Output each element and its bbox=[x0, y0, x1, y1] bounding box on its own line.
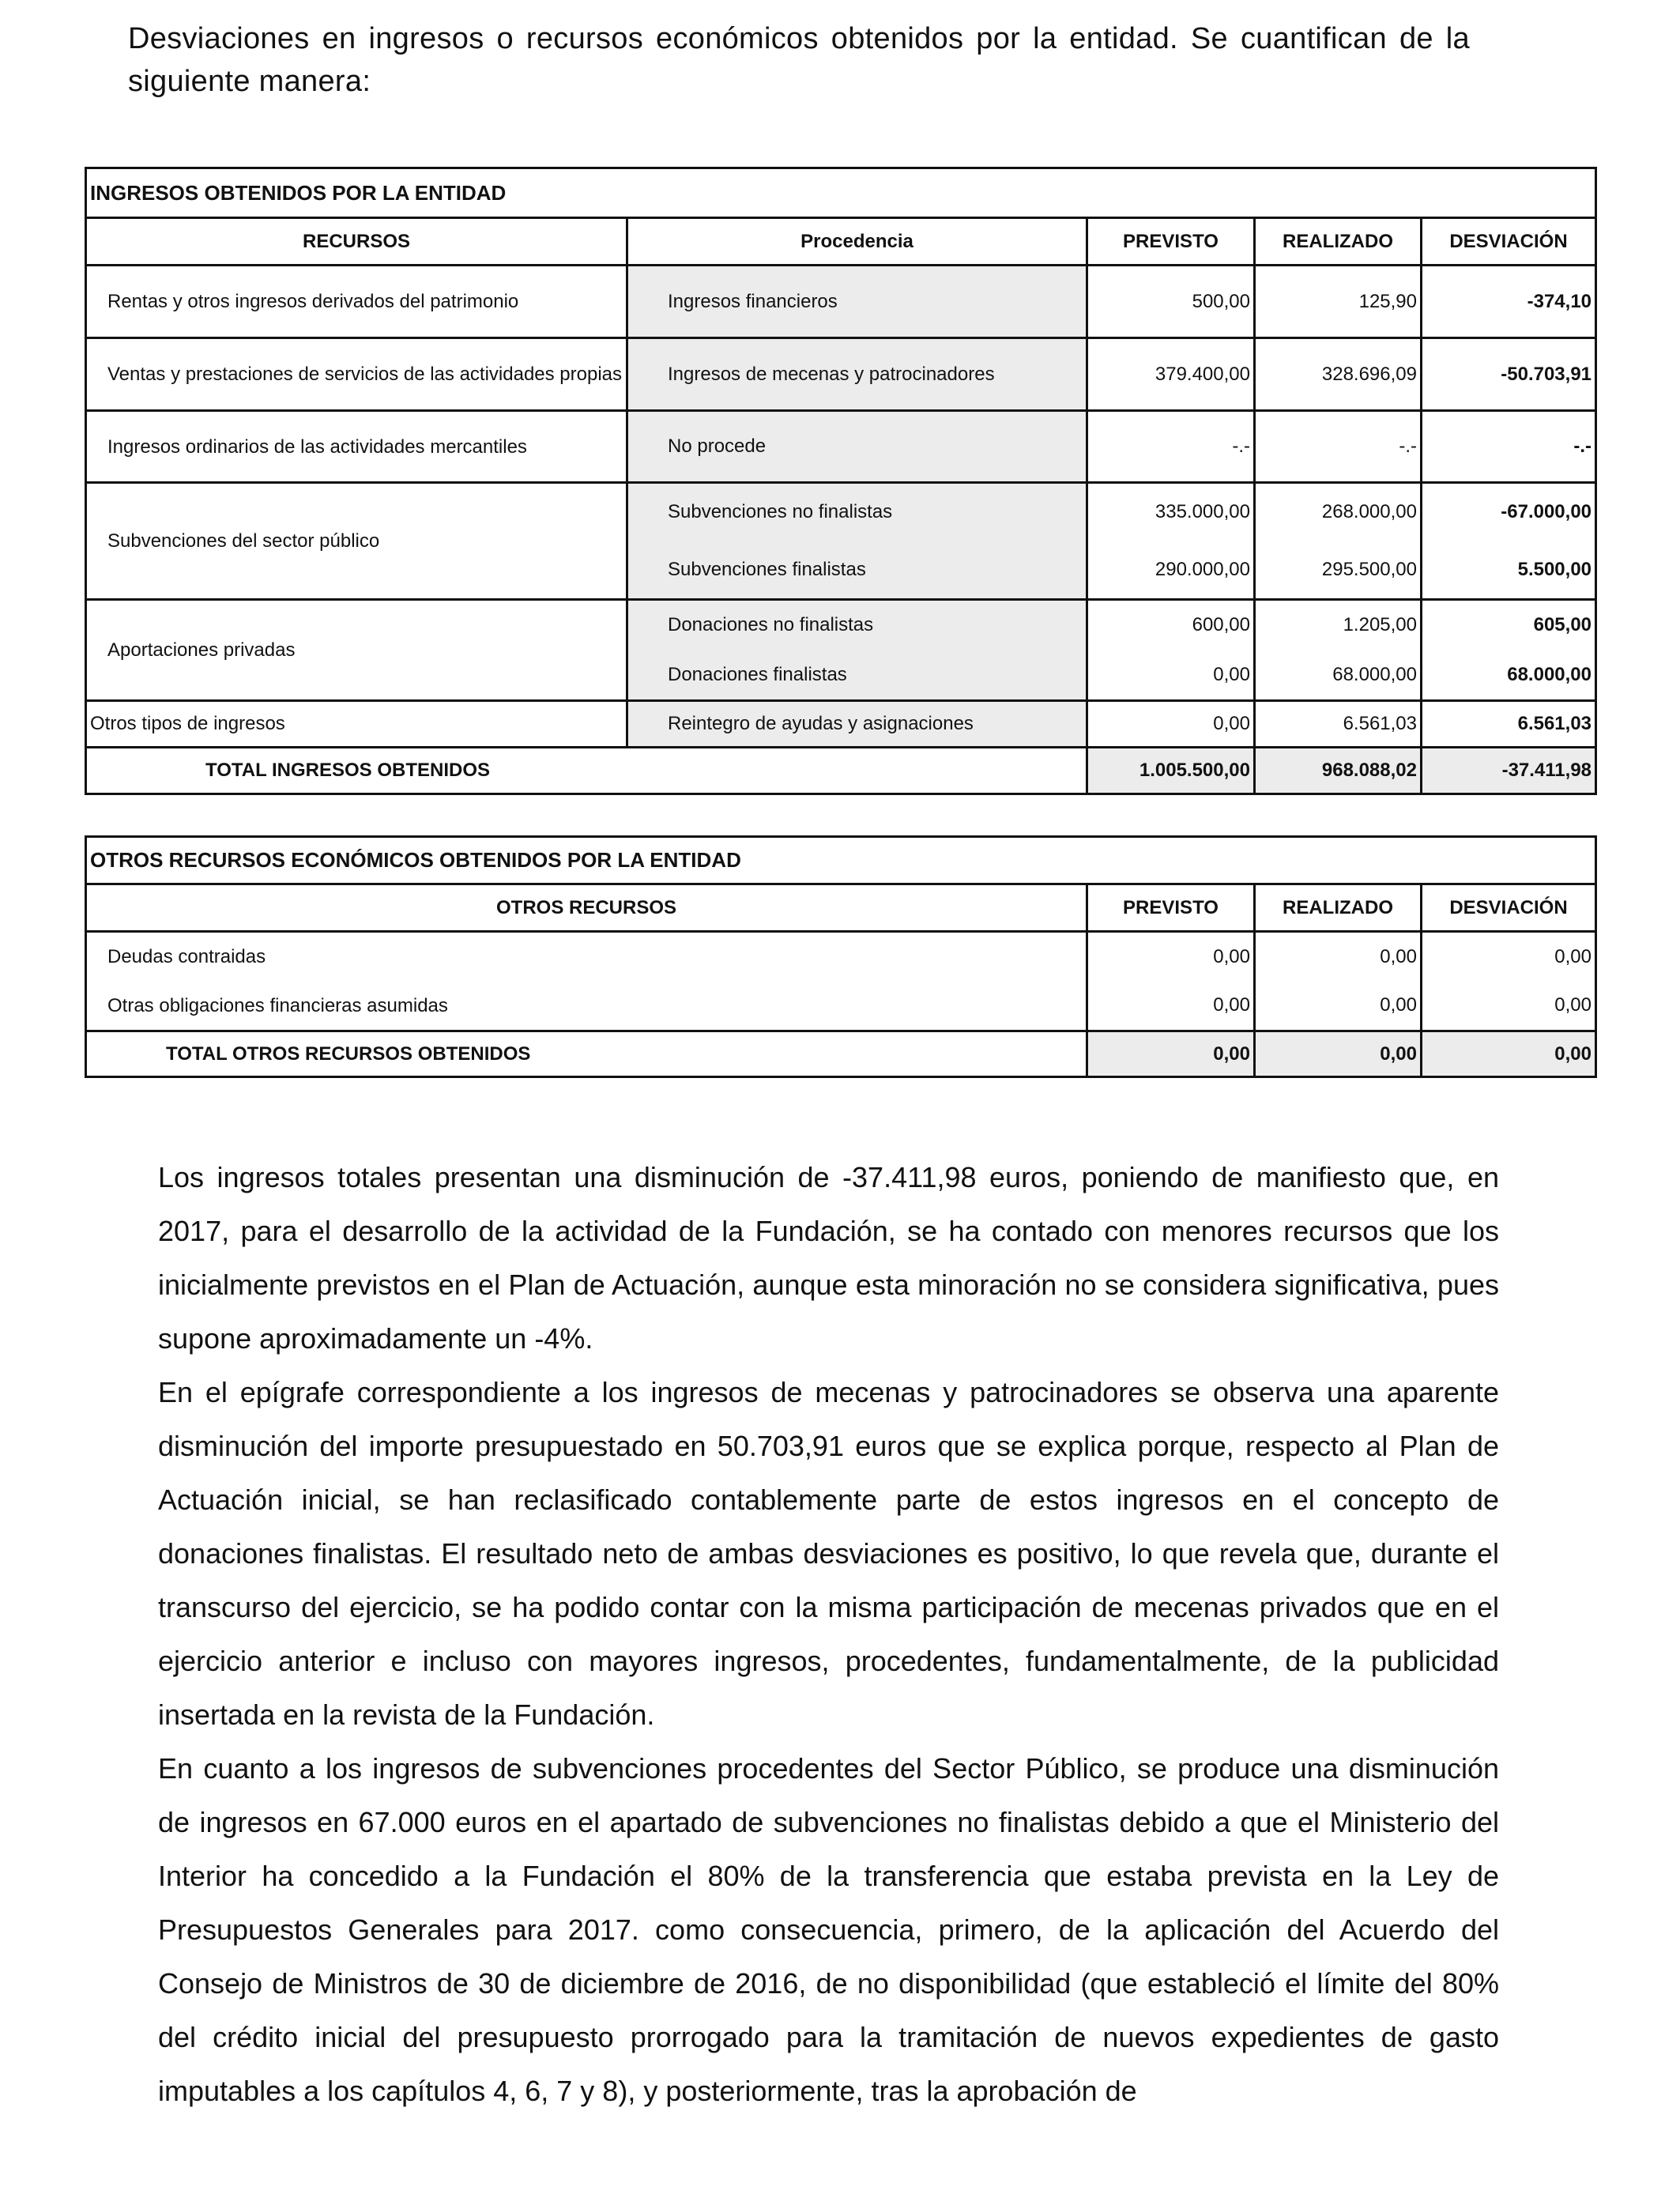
paragraph: En el epígrafe correspondiente a los ingresos de mecenas y patrocinadores se observa una aparente disminución del importe presupuestado en 50.703,91 euros que se explica porque, respecto al Plan de Actuación inicial, se han reclasificado contablemente parte de estos ingresos en el concepto de donaciones finalistas. El resultado neto de ambas desviaciones es positivo, lo que revela que, durante el transcurso del ejercicio, se ha podido contar con la misma participación de mecenas privados que en el ejercicio anterior e incluso con mayores ingresos, procedentes, fundamentalmente, de la publicidad insertada en la revista de la Fundación. bbox=[158, 1376, 1499, 1731]
header-procedencia: Procedencia bbox=[627, 218, 1087, 266]
total-desviacion: 0,00 bbox=[1422, 1031, 1596, 1077]
row-previsto: 0,00 bbox=[1087, 982, 1255, 1031]
row-desviacion: 68.000,00 bbox=[1422, 650, 1596, 701]
row-recurso: Rentas y otros ingresos derivados del patrimonio bbox=[86, 266, 627, 338]
total-row bbox=[86, 1031, 1596, 1077]
row-recurso: Subvenciones del sector público bbox=[86, 483, 627, 600]
table-row bbox=[86, 701, 1596, 748]
row-desviacion: 5.500,00 bbox=[1422, 541, 1596, 600]
total-label: TOTAL INGRESOS OBTENIDOS bbox=[86, 748, 1087, 794]
row-realizado: 328.696,09 bbox=[1255, 338, 1422, 411]
total-row bbox=[86, 748, 1596, 794]
row-procedencia: No procede bbox=[627, 411, 1087, 483]
header-recursos: RECURSOS bbox=[86, 218, 627, 266]
row-procedencia: Ingresos financieros bbox=[627, 266, 1087, 338]
total-label: TOTAL OTROS RECURSOS OBTENIDOS bbox=[86, 1031, 1087, 1077]
row-recurso: Otras obligaciones financieras asumidas bbox=[86, 982, 1087, 1031]
row-previsto: 0,00 bbox=[1087, 701, 1255, 748]
row-desviacion: 605,00 bbox=[1422, 600, 1596, 650]
table-row bbox=[86, 932, 1596, 982]
table-row bbox=[86, 483, 1596, 541]
header-otros-recursos: OTROS RECURSOS bbox=[86, 884, 1087, 932]
table-row bbox=[86, 266, 1596, 338]
total-realizado: 968.088,02 bbox=[1255, 748, 1422, 794]
row-procedencia: Subvenciones no finalistas bbox=[627, 483, 1087, 541]
header-realizado: REALIZADO bbox=[1255, 884, 1422, 932]
other-resources-table bbox=[85, 835, 1597, 1078]
row-desviacion: -67.000,00 bbox=[1422, 483, 1596, 541]
row-procedencia: Ingresos de mecenas y patrocinadores bbox=[627, 338, 1087, 411]
header-desviacion: DESVIACIÓN bbox=[1422, 218, 1596, 266]
row-desviacion: 0,00 bbox=[1422, 982, 1596, 1031]
row-procedencia: Reintegro de ayudas y asignaciones bbox=[627, 701, 1087, 748]
table-row bbox=[86, 982, 1596, 1031]
row-previsto: 600,00 bbox=[1087, 600, 1255, 650]
table-row bbox=[86, 338, 1596, 411]
paragraph: Los ingresos totales presentan una disminución de -37.411,98 euros, poniendo de manifiesto que, en 2017, para el desarrollo de la actividad de la Fundación, se ha contado con menores recursos que los inicialmente previstos en el Plan de Actuación, aunque esta minoración no se considera significativa, pues supone aproximadamente un -4%. bbox=[158, 1161, 1499, 1355]
row-procedencia: Donaciones finalistas bbox=[627, 650, 1087, 701]
row-recurso: Ventas y prestaciones de servicios de las actividades propias bbox=[86, 338, 627, 411]
other-resources-title: OTROS RECURSOS ECONÓMICOS OBTENIDOS POR LA ENTIDAD bbox=[86, 837, 1596, 884]
row-desviacion: 6.561,03 bbox=[1422, 701, 1596, 748]
row-recurso: Deudas contraidas bbox=[86, 932, 1087, 982]
table-row bbox=[86, 600, 1596, 650]
row-recurso: Ingresos ordinarios de las actividades mercantiles bbox=[86, 411, 627, 483]
row-realizado: 68.000,00 bbox=[1255, 650, 1422, 701]
header-realizado: REALIZADO bbox=[1255, 218, 1422, 266]
row-previsto: 0,00 bbox=[1087, 650, 1255, 701]
row-desviacion: 0,00 bbox=[1422, 932, 1596, 982]
header-previsto: PREVISTO bbox=[1087, 884, 1255, 932]
row-realizado: 268.000,00 bbox=[1255, 483, 1422, 541]
header-previsto: PREVISTO bbox=[1087, 218, 1255, 266]
row-realizado: 125,90 bbox=[1255, 266, 1422, 338]
row-desviacion: -374,10 bbox=[1422, 266, 1596, 338]
row-procedencia: Donaciones no finalistas bbox=[627, 600, 1087, 650]
row-realizado: 0,00 bbox=[1255, 982, 1422, 1031]
row-previsto: -.- bbox=[1087, 411, 1255, 483]
row-desviacion: -.- bbox=[1422, 411, 1596, 483]
income-table-title: INGRESOS OBTENIDOS POR LA ENTIDAD bbox=[86, 168, 1596, 218]
total-desviacion: -37.411,98 bbox=[1422, 748, 1596, 794]
table-row bbox=[86, 411, 1596, 483]
row-recurso: Otros tipos de ingresos bbox=[86, 701, 627, 748]
row-procedencia: Subvenciones finalistas bbox=[627, 541, 1087, 600]
row-desviacion: -50.703,91 bbox=[1422, 338, 1596, 411]
paragraph: En cuanto a los ingresos de subvenciones procedentes del Sector Público, se produce una disminución de ingresos en 67.000 euros en el apartado de subvenciones no finalistas debido a que el Ministerio del Interior ha concedido a la Fundación el 80% de la transferencia que estaba prevista en la Ley de Presupuestos Generales para 2017. como consecuencia, primero, de la aplicación del Acuerdo del Consejo de Ministros de 30 de diciembre de 2016, de no disponibilidad (que estableció el límite del 80% del crédito inicial del presupuesto prorrogado para la tramitación de nuevos expedientes de gasto imputables a los capítulos 4, 6, 7 y 8), y posteriormente, tras la aprobación de bbox=[158, 1752, 1499, 2107]
row-previsto: 335.000,00 bbox=[1087, 483, 1255, 541]
row-recurso: Aportaciones privadas bbox=[86, 600, 627, 701]
row-realizado: -.- bbox=[1255, 411, 1422, 483]
intro-paragraph: Desviaciones en ingresos o recursos económicos obtenidos por la entidad. Se cuantifican de la siguiente manera: bbox=[128, 22, 1470, 98]
row-realizado: 1.205,00 bbox=[1255, 600, 1422, 650]
header-desviacion: DESVIACIÓN bbox=[1422, 884, 1596, 932]
row-realizado: 295.500,00 bbox=[1255, 541, 1422, 600]
body-text bbox=[158, 1151, 1499, 2118]
row-realizado: 6.561,03 bbox=[1255, 701, 1422, 748]
income-table bbox=[85, 167, 1597, 795]
total-previsto: 0,00 bbox=[1087, 1031, 1255, 1077]
row-previsto: 290.000,00 bbox=[1087, 541, 1255, 600]
row-realizado: 0,00 bbox=[1255, 932, 1422, 982]
row-previsto: 379.400,00 bbox=[1087, 338, 1255, 411]
row-previsto: 0,00 bbox=[1087, 932, 1255, 982]
total-previsto: 1.005.500,00 bbox=[1087, 748, 1255, 794]
total-realizado: 0,00 bbox=[1255, 1031, 1422, 1077]
row-previsto: 500,00 bbox=[1087, 266, 1255, 338]
